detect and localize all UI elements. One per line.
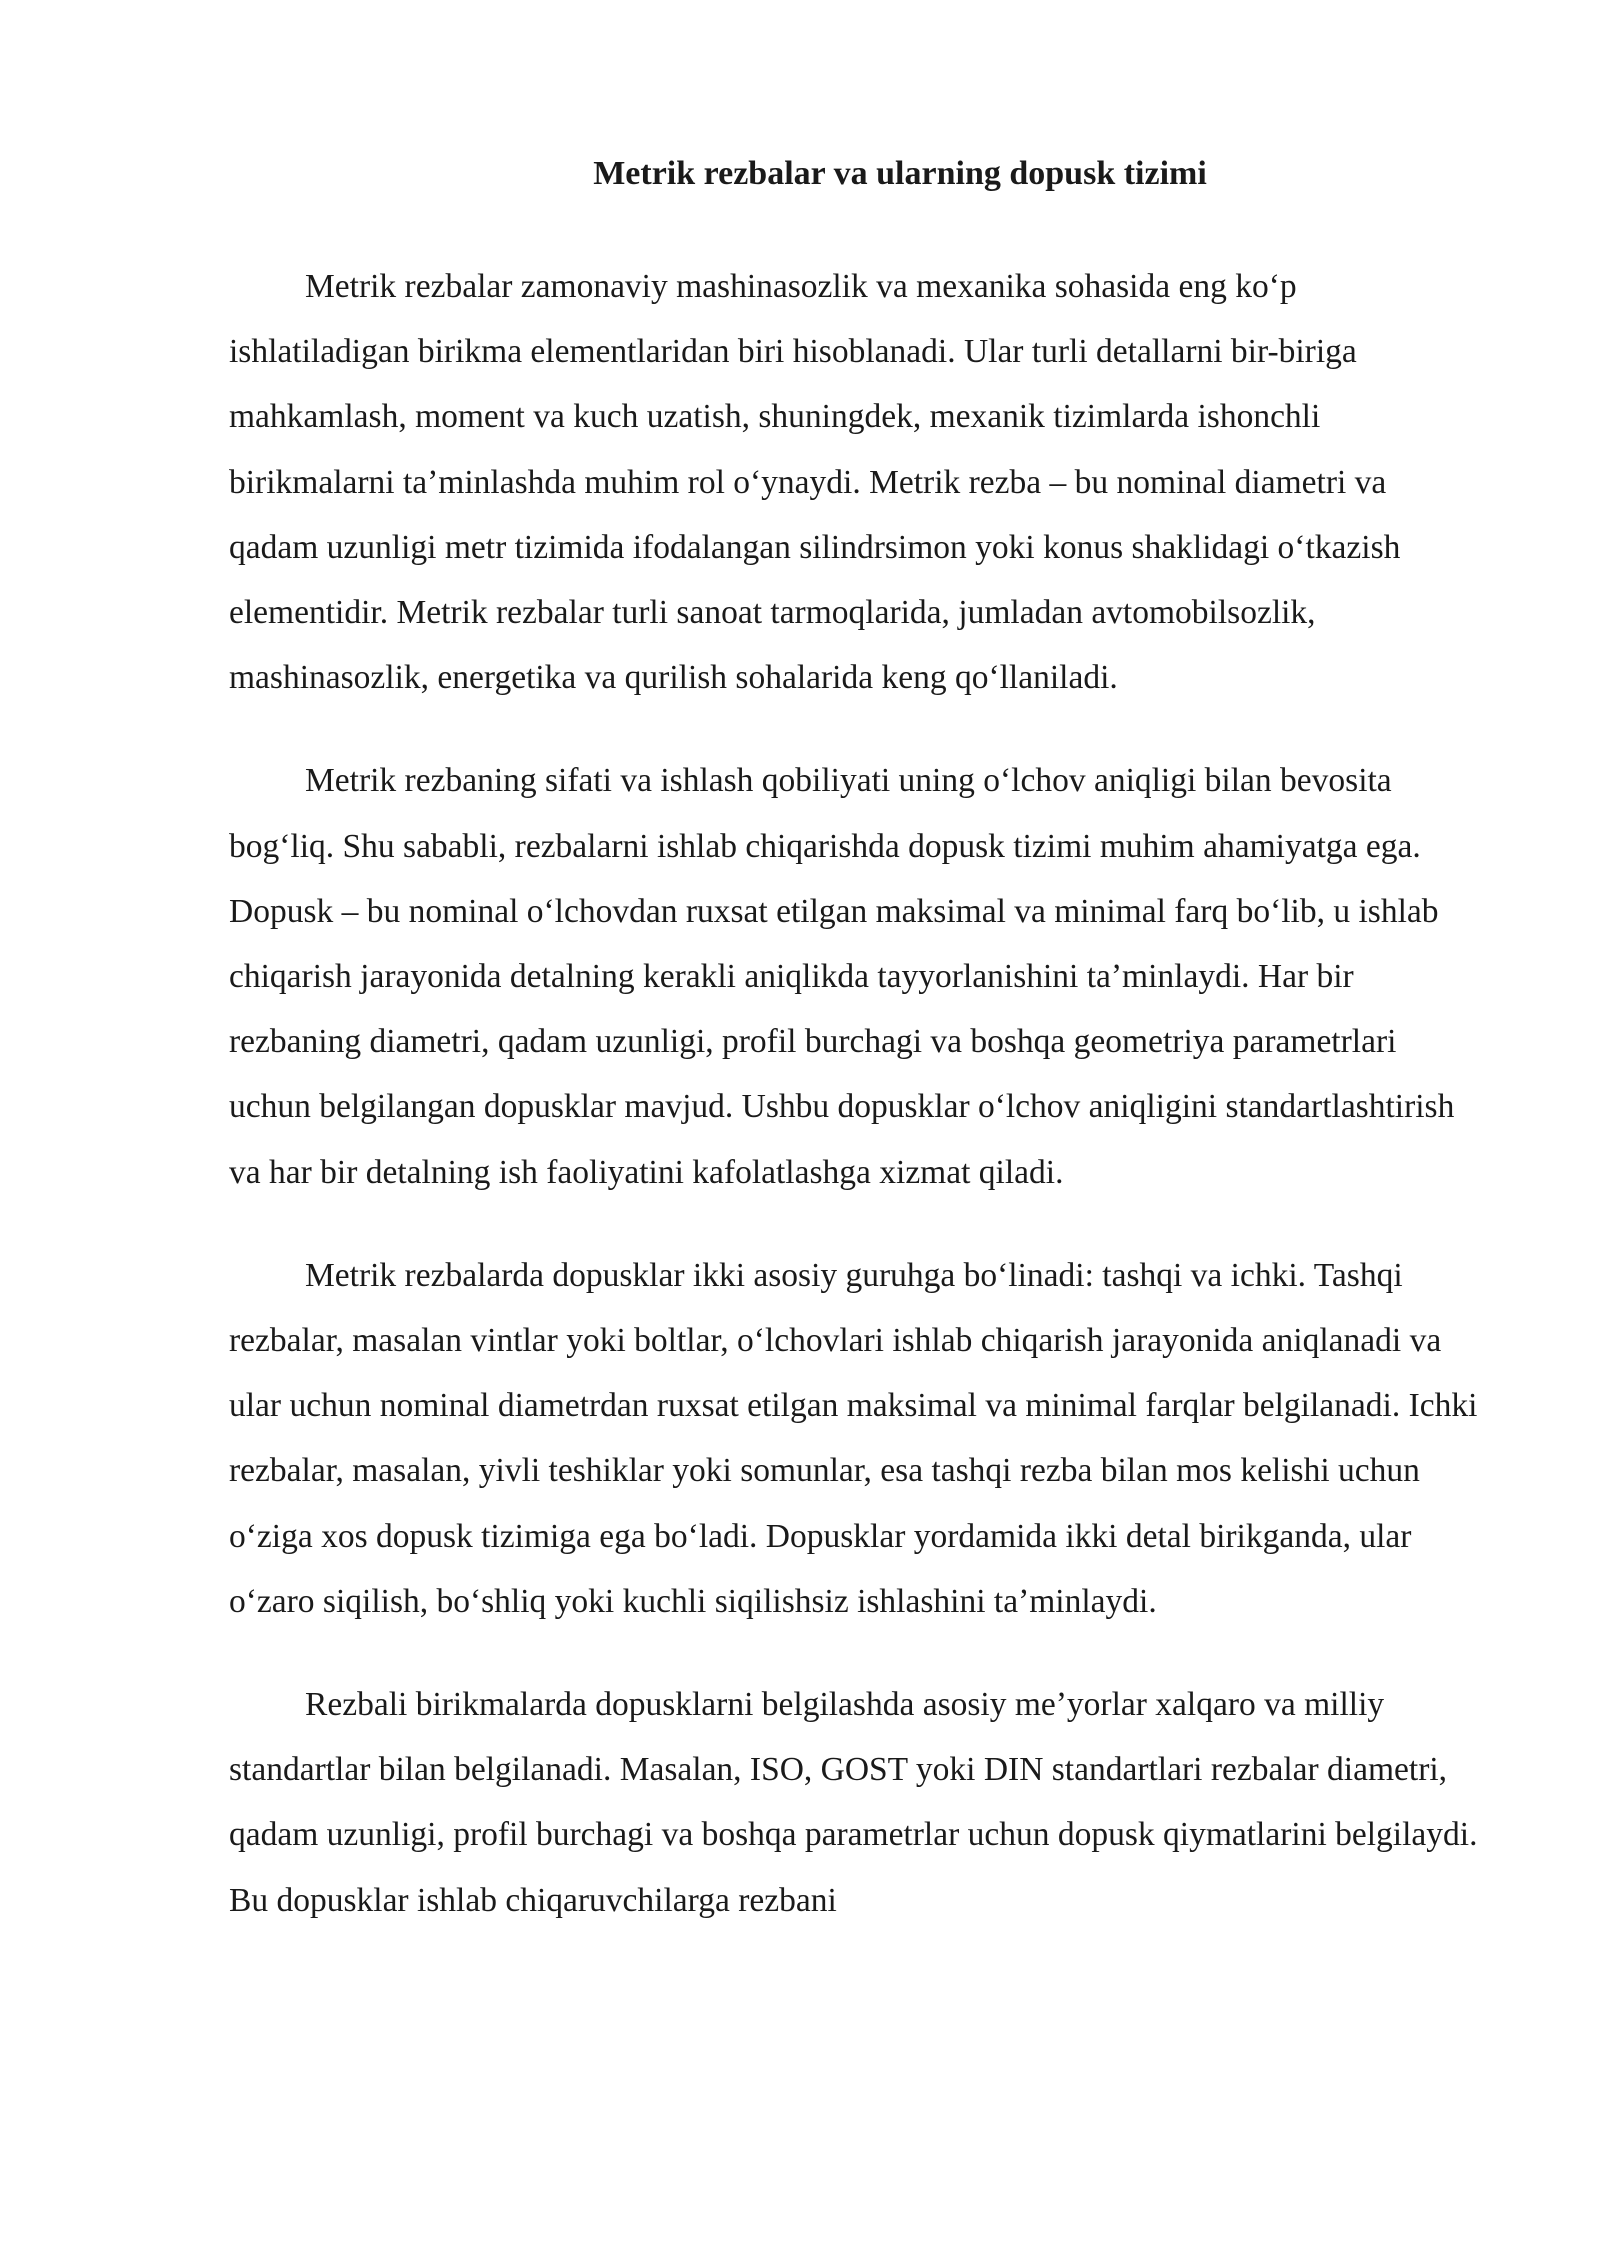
paragraph-1: Metrik rezbalar zamonaviy mashinasozlik va mexanika sohasida eng koʻp ishlatiladigan birikma elementlaridan biri hisoblanadi. Ular turli detallarni bir-biriga mahkamlash, moment va kuch uzatish, shuningdek, mexanik tizimlarda ishonchli birikmalarni taʼminlashda muhim rol oʻynaydi. Metrik rezba – bu nominal diametri va qadam uzunligi metr tizimida ifodalangan silindrsimon yoki konus shaklidagi oʻtkazish elementidir. Metrik rezbalar turli sanoat tarmoqlarida, jumladan avtomobilsozlik, mashinasozlik, energetika va qurilish sohalarida keng qoʻllaniladi.: [229, 268, 1401, 697]
page-title: Metrik rezbalar va ularning dopusk tizimi: [593, 155, 1207, 192]
paragraph-2: Metrik rezbaning sifati va ishlash qobiliyati uning oʻlchov aniqligi bilan bevosita bogʻliq. Shu sababli, rezbalarni ishlab chiqarishda dopusk tizimi muhim ahamiyatga ega. Dopusk – bu nominal oʻlchovdan ruxsat etilgan maksimal va minimal farq boʻlib, u ishlab chiqarish jarayonida detalning kerakli aniqlikda tayyorlanishini taʼminlaydi. Har bir rezbaning diametri, qadam uzunligi, profil burchagi va boshqa geometriya parametrlari uchun belgilangan dopusklar mavjud. Ushbu dopusklar oʻlchov aniqligini standartlashtirish va har bir detalning ish faoliyatini kafolatlashga xizmat qiladi.: [229, 762, 1455, 1191]
document-body: [229, 254, 1479, 1971]
paragraph-4: Rezbali birikmalarda dopusklarni belgilashda asosiy meʼyorlar xalqaro va milliy standartlar bilan belgilanadi. Masalan, ISO, GOST yoki DIN standartlari rezbalar diametri, qadam uzunligi, profil burchagi va boshqa parametrlar uchun dopusk qiymatlarini belgilaydi. Bu dopusklar ishlab chiqaruvchilarga rezbani: [229, 1686, 1478, 1919]
paragraph-3: Metrik rezbalarda dopusklar ikki asosiy guruhga boʻlinadi: tashqi va ichki. Tashqi rezbalar, masalan vintlar yoki boltlar, oʻlchovlari ishlab chiqarish jarayonida aniqlanadi va ular uchun nominal diametrdan ruxsat etilgan maksimal va minimal farqlar belgilanadi. Ichki rezbalar, masalan, yivli teshiklar yoki somunlar, esa tashqi rezba bilan mos kelishi uchun oʻziga xos dopusk tizimiga ega boʻladi. Dopusklar yordamida ikki detal birikganda, ular oʻzaro siqilish, boʻshliq yoki kuchli siqilishsiz ishlashini taʼminlaydi.: [229, 1256, 1478, 1620]
